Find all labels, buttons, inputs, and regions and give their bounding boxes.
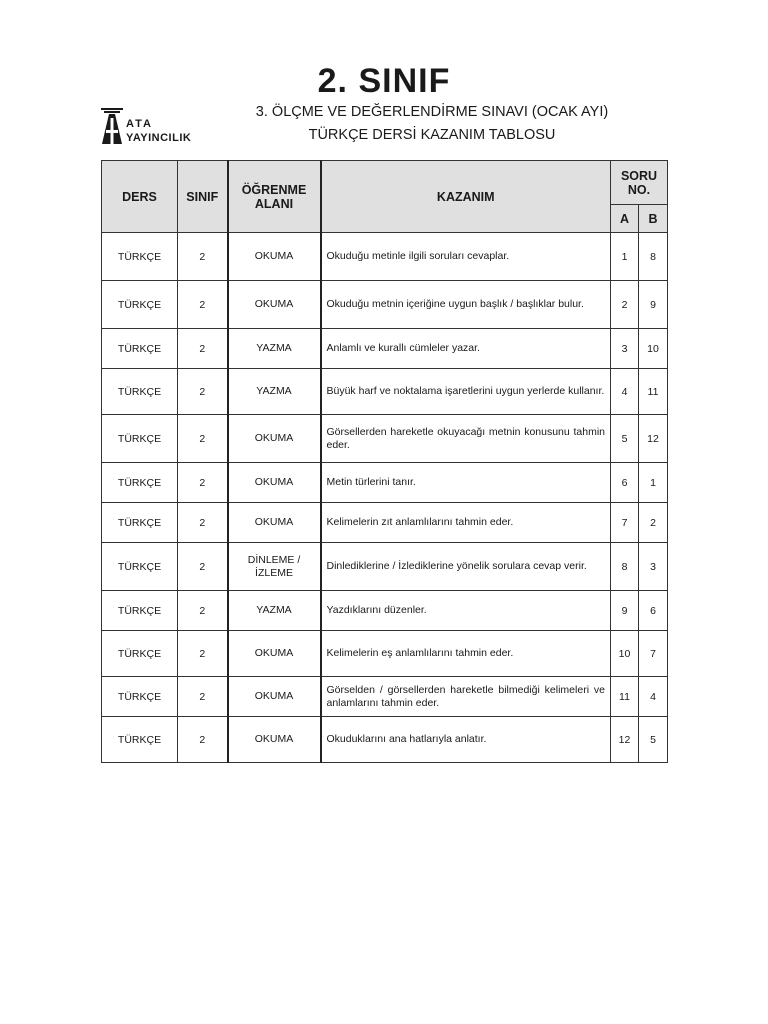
cell-alan: OKUMA	[228, 281, 321, 329]
cell-b: 4	[639, 677, 668, 717]
cell-sinif: 2	[178, 543, 228, 591]
cell-ders: TÜRKÇE	[102, 281, 178, 329]
cell-b: 8	[639, 233, 668, 281]
cell-b: 2	[639, 503, 668, 543]
cell-alan: OKUMA	[228, 717, 321, 763]
cell-sinif: 2	[178, 631, 228, 677]
cell-ders: TÜRKÇE	[102, 543, 178, 591]
cell-sinif: 2	[178, 233, 228, 281]
cell-sinif: 2	[178, 415, 228, 463]
cell-ders: TÜRKÇE	[102, 591, 178, 631]
exam-title: 3. ÖLÇME VE DEĞERLENDİRME SINAVI (OCAK AYI)	[255, 104, 609, 120]
cell-kazanim: Görselden / görsellerden hareketle bilmediği kelimeleri ve anlamlarını tahmin eder.	[321, 677, 611, 717]
cell-kazanim: Büyük harf ve noktalama işaretlerini uygun yerlerde kullanır.	[321, 369, 611, 415]
cell-b: 12	[639, 415, 668, 463]
cell-kazanim: Anlamlı ve kurallı cümleler yazar.	[321, 329, 611, 369]
cell-kazanim: Kelimelerin eş anlamlılarını tahmin eder.	[321, 631, 611, 677]
cell-ders: TÜRKÇE	[102, 415, 178, 463]
cell-a: 1	[611, 233, 639, 281]
cell-a: 7	[611, 503, 639, 543]
table-row	[102, 233, 668, 281]
ata-emblem-icon	[100, 106, 124, 146]
cell-sinif: 2	[178, 281, 228, 329]
cell-sinif: 2	[178, 463, 228, 503]
header-sinif: SINIF	[178, 161, 228, 233]
cell-kazanim: Okuduğu metinle ilgili soruları cevaplar.	[321, 233, 611, 281]
cell-kazanim: Kelimelerin zıt anlamlılarını tahmin eder.	[321, 503, 611, 543]
table-row	[102, 591, 668, 631]
cell-alan: OKUMA	[228, 503, 321, 543]
cell-ders: TÜRKÇE	[102, 631, 178, 677]
table-row	[102, 543, 668, 591]
page-title: 2. SINIF	[317, 62, 451, 100]
cell-alan: OKUMA	[228, 677, 321, 717]
cell-a: 2	[611, 281, 639, 329]
cell-alan: OKUMA	[228, 233, 321, 281]
cell-kazanim: Metin türlerini tanır.	[321, 463, 611, 503]
cell-ders: TÜRKÇE	[102, 329, 178, 369]
cell-ders: TÜRKÇE	[102, 717, 178, 763]
cell-alan: DİNLEME / İZLEME	[228, 543, 321, 591]
cell-b: 3	[639, 543, 668, 591]
cell-alan: YAZMA	[228, 329, 321, 369]
table-row	[102, 463, 668, 503]
cell-b: 6	[639, 591, 668, 631]
cell-sinif: 2	[178, 503, 228, 543]
table-row	[102, 717, 668, 763]
publisher-logo	[100, 106, 210, 148]
logo-text-ata: ATA	[126, 118, 153, 130]
cell-sinif: 2	[178, 369, 228, 415]
cell-a: 11	[611, 677, 639, 717]
table-row	[102, 281, 668, 329]
cell-a: 9	[611, 591, 639, 631]
header-kazanim: KAZANIM	[321, 161, 611, 233]
cell-ders: TÜRKÇE	[102, 503, 178, 543]
cell-a: 4	[611, 369, 639, 415]
logo-text-yayincilik: YAYINCILIK	[126, 132, 192, 144]
cell-sinif: 2	[178, 329, 228, 369]
header-ders: DERS	[102, 161, 178, 233]
cell-kazanim: Okuduğu metnin içeriğine uygun başlık / başlıklar bulur.	[321, 281, 611, 329]
cell-alan: YAZMA	[228, 369, 321, 415]
table-title: TÜRKÇE DERSİ KAZANIM TABLOSU	[308, 127, 556, 143]
cell-alan: OKUMA	[228, 463, 321, 503]
header-b: B	[639, 205, 668, 233]
cell-alan: OKUMA	[228, 631, 321, 677]
cell-a: 12	[611, 717, 639, 763]
cell-sinif: 2	[178, 591, 228, 631]
table-row	[102, 415, 668, 463]
cell-b: 9	[639, 281, 668, 329]
cell-a: 6	[611, 463, 639, 503]
cell-kazanim: Görsellerden hareketle okuyacağı metnin konusunu tahmin eder.	[321, 415, 611, 463]
cell-b: 10	[639, 329, 668, 369]
table-row	[102, 329, 668, 369]
cell-alan: YAZMA	[228, 591, 321, 631]
cell-a: 5	[611, 415, 639, 463]
cell-b: 11	[639, 369, 668, 415]
cell-alan: OKUMA	[228, 415, 321, 463]
cell-ders: TÜRKÇE	[102, 233, 178, 281]
table-row	[102, 631, 668, 677]
cell-a: 3	[611, 329, 639, 369]
table-row	[102, 503, 668, 543]
cell-b: 7	[639, 631, 668, 677]
table-row	[102, 677, 668, 717]
cell-kazanim: Okuduklarını ana hatlarıyla anlatır.	[321, 717, 611, 763]
header-ogrenme-alani: ÖĞRENME ALANI	[228, 161, 321, 233]
cell-ders: TÜRKÇE	[102, 677, 178, 717]
cell-b: 5	[639, 717, 668, 763]
table-row	[102, 369, 668, 415]
kazanim-table	[101, 160, 668, 763]
cell-kazanim: Dinlediklerine / İzlediklerine yönelik sorulara cevap verir.	[321, 543, 611, 591]
header-soru-no: SORU NO.	[611, 161, 668, 205]
header-a: A	[611, 205, 639, 233]
cell-a: 10	[611, 631, 639, 677]
cell-a: 8	[611, 543, 639, 591]
cell-sinif: 2	[178, 677, 228, 717]
cell-kazanim: Yazdıklarını düzenler.	[321, 591, 611, 631]
cell-b: 1	[639, 463, 668, 503]
cell-ders: TÜRKÇE	[102, 369, 178, 415]
cell-sinif: 2	[178, 717, 228, 763]
cell-ders: TÜRKÇE	[102, 463, 178, 503]
